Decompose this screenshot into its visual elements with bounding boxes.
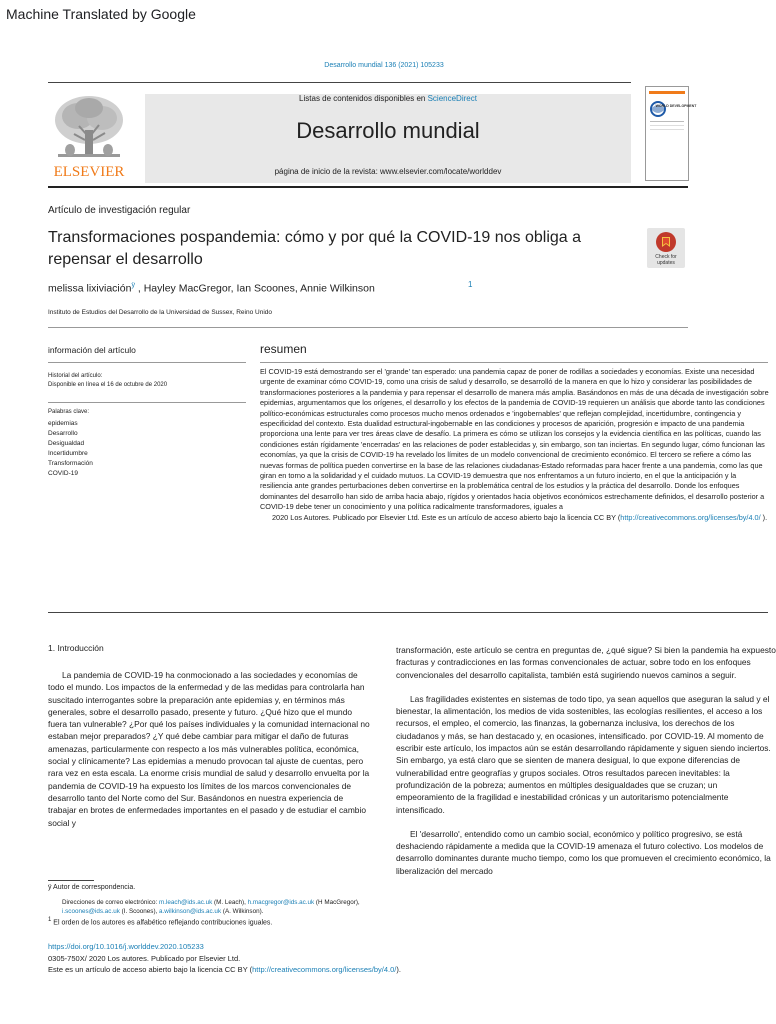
header-bottom-rule — [48, 186, 688, 188]
abstract-body — [260, 367, 770, 523]
abstract-license-link[interactable]: http://creativecommons.org/licenses/by/4.0/ — [620, 512, 761, 522]
first-author[interactable]: melissa lixiviación — [48, 282, 132, 295]
abstract-license — [260, 513, 770, 523]
keyword: Desigualdad — [48, 440, 85, 447]
check-for-updates-button[interactable] — [647, 228, 685, 268]
journal-cover-image — [646, 87, 697, 180]
elsevier-wordmark: ELSEVIER — [53, 164, 125, 180]
history-label: Historial del artículo: — [48, 373, 103, 379]
abstract-license-text: 2020 Los Autores. Publicado por Elsevier Ltd. Este es un artículo de acceso abierto bajo la licencia CC BY ( — [272, 512, 621, 522]
author-list — [48, 282, 375, 295]
body-top-rule — [48, 612, 768, 613]
email-addresses — [62, 898, 372, 916]
elsevier-tree-icon — [48, 90, 130, 182]
body-paragraph: Las fragilidades existentes en sistemas de todo tipo, ya sean aquellos que aseguran la salud y el bienestar, la alimentación, los medios de vida sostenibles, las ecologías resilientes, el acceso a los recursos, el empleo, el comercio, las finanzas, la gobernanza inclusiva, los derechos de los ciudadanos y más, se han destacado y, en ocasiones, intensificado. por COVID-19. Al momento de escribir este artículo, los impactos aún se están desarrollando rápidamente y siguen siendo inciertos. Sin embargo, ya está claro que se sienten de manera desigual, lo que expone diferencias de vulnerabilidad entre geografías y grupos sociales. Otros resultados parecen inevitables: la profundización de la pobreza; aumentos en múltiples desigualdades que se cruzan; un empeoramiento de la fragilidad e inestabilidad crónicas y un autoritarismo potencialmente intensificado. — [396, 693, 771, 815]
email-owner: (H MacGregor), — [314, 899, 360, 906]
info-rule — [48, 362, 246, 363]
author-order-text: El orden de los autores es alfabético reflejando contribuciones iguales. — [51, 919, 273, 927]
keyword: Incertidumbre — [48, 450, 88, 457]
body-paragraph: transformación, este artículo se centra en preguntas de, ¿qué sigue? Si bien la pandemia ha expuesto fracturas y contradicciones en las formas convencionales de actuar, sobre todo en los enfoques convencionales del desarrollo capitalista, también está sugiriendo nuevos caminos a seguir. — [396, 645, 776, 680]
abstract-rule — [260, 362, 768, 363]
open-access-line — [48, 965, 401, 974]
body-column-left — [48, 669, 373, 841]
section-heading-introduction: 1. Introducción — [48, 643, 104, 653]
email-link[interactable]: a.wilkinson@ids.ac.uk — [159, 908, 222, 915]
keywords-rule — [48, 402, 246, 403]
body-column-right — [396, 644, 776, 889]
email-owner: (M. Leach), — [212, 899, 248, 906]
article-title: Transformaciones pospandemia: cómo y por qué la COVID-19 nos obliga a repensar el desarrollo — [48, 229, 582, 268]
author-order-note — [48, 917, 272, 926]
email-owner: (A. Wilkinson). — [221, 908, 264, 915]
journal-cover-thumbnail[interactable] — [645, 86, 697, 181]
keywords-label: Palabras clave: — [48, 409, 90, 415]
journal-homepage[interactable]: página de inicio de la revista: www.elsevier.com/locate/worlddev — [274, 167, 502, 176]
keyword: Desarrollo — [48, 430, 78, 437]
history-date: Disponible en línea el 16 de octubre de 2020 — [48, 382, 168, 388]
emails-prefix: Direcciones de correo electrónico: — [62, 899, 159, 906]
footnote-rule — [48, 880, 94, 881]
elsevier-logo — [48, 90, 130, 182]
keyword: COVID-19 — [48, 470, 78, 477]
author-footnote-marker[interactable]: 1 — [468, 280, 473, 289]
email-owner: (I. Scoones), — [119, 908, 160, 915]
journal-name: Desarrollo mundial — [296, 118, 480, 143]
oa-prefix: Este es un artículo de acceso abierto bajo la licencia CC BY ( — [48, 965, 253, 974]
other-authors[interactable]: , Hayley MacGregor, Ian Scoones, Annie Wilkinson — [134, 282, 375, 295]
issn-line: 0305-750X/ 2020 Los autores. Publicado por Elsevier Ltd. — [48, 954, 241, 963]
affiliation: Instituto de Estudios del Desarrollo de la Universidad de Sussex, Reino Unido — [48, 309, 273, 316]
abstract-license-end: ). — [760, 512, 768, 522]
email-link[interactable]: h.macgregor@ids.ac.uk — [247, 899, 315, 906]
abstract-text: El COVID-19 está demostrando ser el 'grande' tan esperado: una pandemia capaz de poner de rodillas a sociedades y economías. Existe una necesidad urgente de examinar cómo COVID-19, como una crisis de salud y desarrollo, se desarrolló de la manera en que lo hizo y considerar las posibilidades de transformaciones posteriores a la pandemia y para repensar el desarrollo de manera más amplia. Basándonos en más de una década de investigación sobre epidemias, argumentamos que los orígenes, el desarrollo y los efectos de la pandemia de COVID-19 requieren un análisis que aborde tanto las condiciones político-económicas estructurales como procesos mucho menos ordenados e 'ingobernables' que reflejan complejidad, incertidumbre, contingencia y especificidad del contexto. Esta dualidad estructural-ingobernable en las condiciones y procesos de aparición, progresión e impacto de una pandemia proporciona una lente para ver tres áreas clave de desafío. La primera es cómo se utilizan los consejos y la evidencia científica en las políticas, cuando las condiciones están rígidamente 'encerradas' en las relaciones de poder establecidas y, sin embargo, son tan inciertas. En segundo lugar, cómo funcionan las economías, ya que la crisis de COVID-19 ha revelado los límites de un modelo convencional de crecimiento económico. El tercero se refiere a cómo las nuevas formas de política pueden convertirse en la base de las relaciones ciudadanas-Estado reformadas para hacer frente a una pandemia, como las que giran en torno a la solidaridad y el cuidado mutuos. La COVID-19 demuestra que nos enfrentamos a un futuro incierto, en el que la anticipación y la resiliencia ante grandes perturbaciones deben convertirse en la problemática central de los estudios y la práctica del desarrollo. Donde los enfoques dominantes del desarrollo han sido de arriba hacia abajo, rígidos y orientados hacia objetivos económicos estrechamente definidos, el desarrollo posterior a COVID-19 debe tener un conocimiento y una política radicalmente transformadores, iguales a — [260, 367, 769, 512]
cover-title: WORLD DEVELOPMENT — [655, 104, 697, 108]
email-link[interactable]: m.leach@ids.ac.uk — [158, 899, 213, 906]
author-order-marker: 1 — [48, 917, 52, 923]
abstract-heading: resumen — [260, 342, 307, 356]
keyword: epidemias — [48, 420, 78, 427]
body-paragraph: La pandemia de COVID-19 ha conmocionado a las sociedades y economías de todo el mundo. Los impactos de la enfermedad y de las medidas para controlarla han suscitado interrogantes sobre la preparación ante epidemias y, en términos más generales, sobre el desarrollo pasado, presente y futuro. ¿Qué hizo que el mundo fuera tan vulnerable? ¿Por qué los países individuales y la comunidad internacional no estaban mejor preparados? ¿Y qué debe cambiar para mitigar el daño de futuras amenazas, particularmente con respecto a los más vulnerables política, económica, social y clínicamente? Las epidemias a menudo provocan tal ajuste de cuentas, pero rara vez en esta escala. La enorme crisis mundial de salud y desarrollo envuelta por la pandemia de COVID-19 ha expuesto los límites de los marcos convencionales de desarrollo tanto del Norte como del Sur. Basándonos en nuestra experiencia de trabajar en brotes de enfermedades importantes en el pasado y de estudiar el cambio social y — [48, 670, 370, 828]
oa-license-link[interactable]: http://creativecommons.org/licenses/by/4.0/ — [252, 965, 397, 974]
keywords-list — [48, 419, 93, 479]
header-top-rule — [48, 82, 631, 83]
sciencedirect-link[interactable]: ScienceDirect — [427, 94, 477, 103]
check-for-updates-label: Check for updates — [655, 254, 677, 266]
keyword: Transformación — [48, 460, 93, 467]
contents-availability — [145, 94, 631, 103]
oa-end: ). — [396, 965, 401, 974]
article-info-heading: información del artículo — [48, 345, 136, 355]
doi-link[interactable]: https://doi.org/10.1016/j.worlddev.2020.105233 — [48, 942, 204, 951]
affiliation-rule — [48, 327, 688, 328]
machine-translated-label: Machine Translated by Google — [6, 6, 196, 22]
email-link[interactable]: i.scoones@ids.ac.uk — [62, 908, 120, 915]
body-paragraph: El 'desarrollo', entendido como un cambio social, económico y político progresivo, se está deshaciendo rápidamente a medida que la COVID-19 amenaza el futuro colectivo. Los modelos de desarrollo dominantes durante mucho tiempo, como los que promueven el crecimiento económico, la liberalización del mercado — [396, 828, 771, 876]
first-author-marker[interactable]: ÿ — [131, 282, 135, 289]
article-type: Artículo de investigación regular — [48, 205, 191, 216]
contents-prefix: Listas de contenidos disponibles en — [299, 94, 428, 103]
journal-citation[interactable]: Desarrollo mundial 136 (2021) 105233 — [324, 62, 444, 69]
corresponding-author-note: ÿ Autor de correspondencia. — [48, 884, 136, 891]
